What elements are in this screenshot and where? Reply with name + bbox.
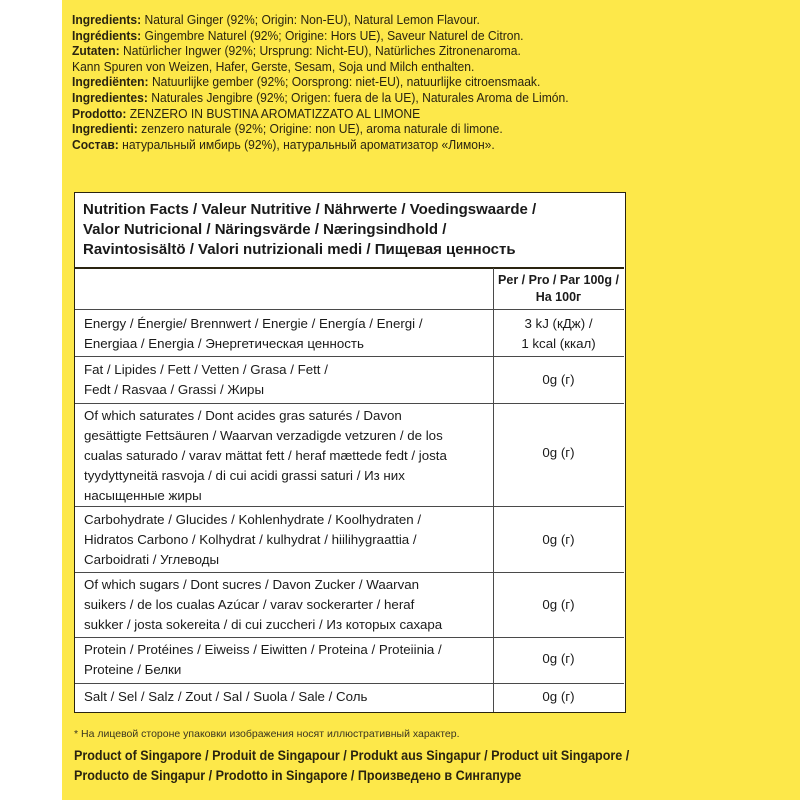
per-100g-header: Per / Pro / Par 100g / На 100г bbox=[498, 273, 619, 304]
saturates-label: Of which saturates / Dont acides gras saturés / Davon gesättigte Fettsäuren / Waarvan verzadigde vetzuren / de los cualas saturado / varav mättat fett / heraf mættede fedt / josta tyydyttyneitä rasvoja / di cui acidi grassi saturi / Из них насыщенные жиры bbox=[84, 408, 447, 503]
divider bbox=[75, 683, 624, 684]
ingredients-line: Ingredients: Natural Ginger (92%; Origin: Non-EU), Natural Lemon Flavour. bbox=[72, 12, 480, 27]
sugars-label: Of which sugars / Dont sucres / Davon Zucker / Waarvan suikers / de los cualas Azúcar / varav sockerarter / heraf sukker / josta sokereita / di cui zuccheri / Из которых сахара bbox=[84, 577, 443, 632]
divider bbox=[75, 637, 624, 638]
footnote: * На лицевой стороне упаковки изображения носят иллюстративный характер. bbox=[74, 728, 460, 740]
fat-value: 0g (г) bbox=[542, 372, 575, 387]
divider bbox=[75, 506, 624, 507]
ingredients-line: Ingrediënten: Natuurlijke gember (92%; Oorsprong: niet-EU), natuurlijke citroensmaak. bbox=[72, 74, 541, 90]
ingredients-line: Состав: натуральный имбирь (92%), натуральный ароматизатор «Лимон». bbox=[72, 136, 495, 152]
protein-value: 0g (г) bbox=[542, 651, 575, 666]
nutrition-table bbox=[74, 192, 626, 713]
divider bbox=[75, 356, 624, 357]
protein-label: Protein / Protéines / Eiweiss / Eiwitten / Proteina / Proteiinia / Proteine / Белки bbox=[84, 642, 442, 677]
nutrition-title: Nutrition Facts / Valeur Nutritive / Nährwerte / Voedingswaarde / Valor Nutricional / Näringsvärde / Næringsindhold / Ravintosisältö / Valori nutrizionali medi / Пищевая ценность bbox=[83, 201, 537, 258]
ingredients-line: Prodotto: ZENZERO IN BUSTINA AROMATIZZATO AL LIMONE bbox=[72, 105, 421, 121]
energy-value: 3 kJ (кДж) / 1 kcal (ккал) bbox=[521, 316, 596, 351]
divider bbox=[75, 309, 624, 310]
energy-label: Energy / Énergie/ Brennwert / Energie / Energía / Energi / Energiaa / Energia / Энергетическая ценность bbox=[84, 316, 423, 351]
ingredients-line: Zutaten: Natürlicher Ingwer (92%; Ursprung: Nicht-EU), Natürliches Zitronenaroma. bbox=[72, 43, 521, 59]
saturates-value: 0g (г) bbox=[542, 445, 575, 460]
divider bbox=[75, 403, 624, 404]
divider bbox=[75, 572, 624, 573]
sugars-value: 0g (г) bbox=[542, 597, 575, 612]
ingredients-line: Ingredienti: zenzero naturale (92%; Origine: non UE), aroma naturale di limone. bbox=[72, 121, 503, 137]
carbohydrate-value: 0g (г) bbox=[542, 532, 575, 547]
ingredients-line: Kann Spuren von Weizen, Hafer, Gerste, Sesam, Soja und Milch enthalten. bbox=[72, 58, 475, 74]
divider bbox=[75, 267, 624, 269]
fat-label: Fat / Lipides / Fett / Vetten / Grasa / Fett / Fedt / Rasvaa / Grassi / Жиры bbox=[84, 362, 328, 397]
ingredients-line: Ingrédients: Gingembre Naturel (92%; Origine: Hors UE), Saveur Naturel de Citron. bbox=[72, 27, 524, 43]
salt-value: 0g (г) bbox=[542, 689, 575, 704]
ingredients-block bbox=[72, 12, 792, 152]
ingredients-line: Ingredientes: Naturales Jengibre (92%; Origen: fuera de la UE), Naturales Aroma de Limón. bbox=[72, 89, 569, 105]
carbohydrate-label: Carbohydrate / Glucides / Kohlenhydrate / Koolhydraten / Hidratos Carbono / Kolhydrat / kulhydrat / hiilihygraattia / Carboidrati / Углеводы bbox=[84, 512, 422, 567]
column-divider bbox=[493, 268, 494, 712]
origin-statement: Product of Singapore / Produit de Singapour / Produkt aus Singapur / Product uit Singapore / Producto de Singapur / Prodotto in Singapore / Произведено в Сингапуре bbox=[74, 748, 630, 783]
salt-label: Salt / Sel / Salz / Zout / Sal / Suola / Sale / Соль bbox=[84, 689, 368, 704]
